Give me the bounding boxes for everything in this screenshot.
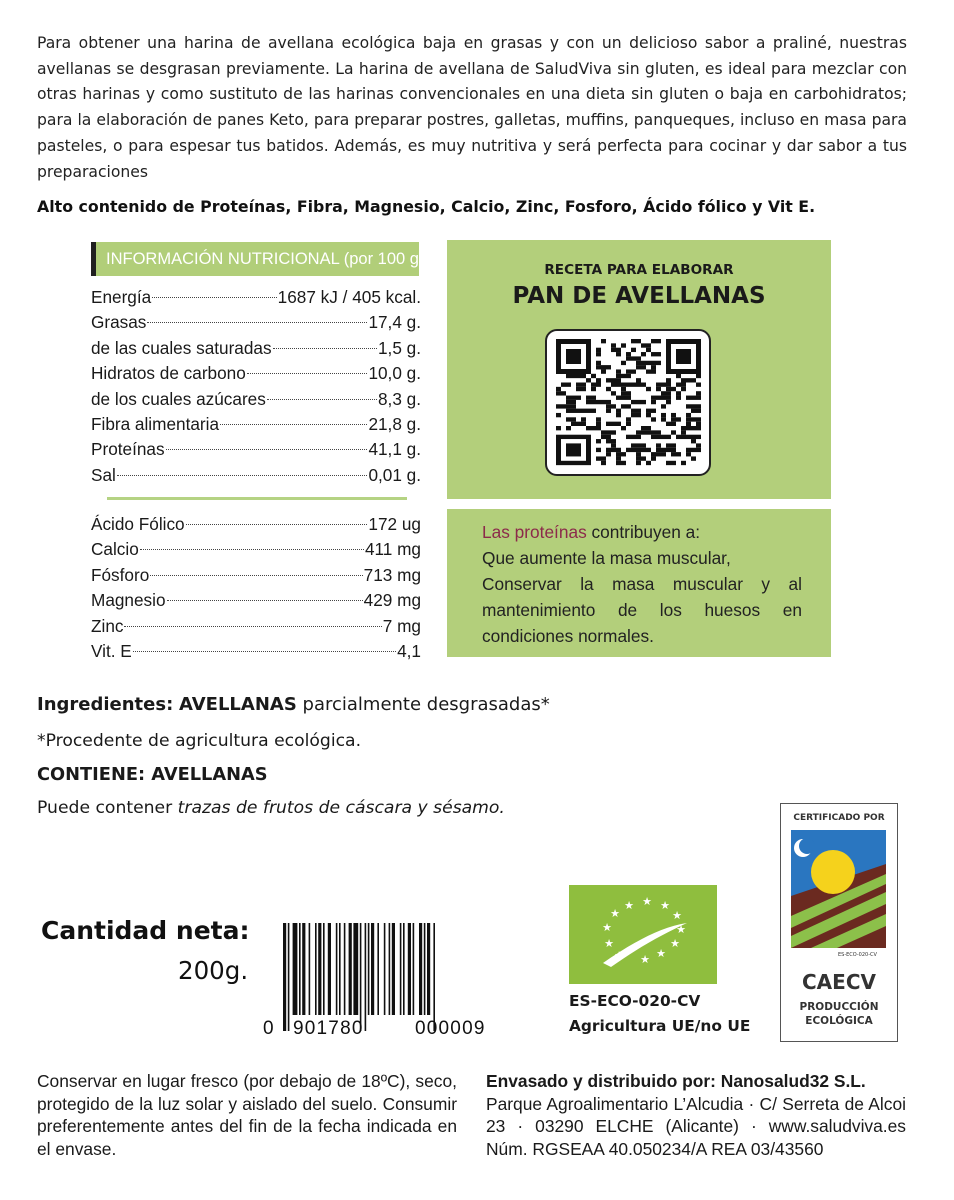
- qr-code-icon[interactable]: [547, 331, 709, 474]
- nutrient-value: 4,1: [397, 640, 421, 661]
- qr-code-frame[interactable]: [545, 329, 711, 476]
- caecv-certified: CERTIFICADO POR: [793, 813, 885, 823]
- distributor-label: Envasado y distribuido por: Nanosalud32 S.L.: [486, 1071, 866, 1091]
- caecv-production: [780, 1000, 898, 1028]
- distributor-address: Parque Agroalimentario L’Alcudia · C/ Serreta de Alcoi 23 · 03290 ELCHE (Alicante) · www.saludviva.es Núm. RGSEAA 40.050234/A REA 03/43560: [486, 1093, 906, 1159]
- caecv-name: CAECV: [802, 970, 876, 994]
- nutrient-value: 17,4 g.: [368, 312, 421, 333]
- distributor-info: [486, 1070, 906, 1160]
- svg-text:★: ★: [660, 899, 670, 912]
- product-description: Para obtener una harina de avellana ecológica baja en grasas y con un delicioso sabor a praliné, nuestras avellanas se desgrasan previamente. La harina de avellana de SaludViva sin gluten, es ideal para mezclar con otras harinas y como sustituto de las harinas convencionales en una dieta sin gluten o baja en carbohidratos; para la elaboración de panes Keto, para preparar postres, galletas, muffins, panqueques, incluso en masa para pasteles, o para espesar tus batidos. Además, es muy nutritiva y será perfecta para cocinar y dar sabor a tus preparaciones: [37, 34, 907, 181]
- nutrition-row: [91, 463, 421, 488]
- nutrient-value: 411 mg: [364, 539, 421, 560]
- nutrient-label: Fibra alimentaria: [91, 413, 219, 434]
- nutrient-label: Grasas: [91, 312, 147, 333]
- nutrient-label: de los cuales azúcares: [91, 388, 266, 409]
- nutrient-label: Zinc: [91, 615, 124, 636]
- barcode-digit-group: 0: [263, 1018, 274, 1039]
- svg-text:★: ★: [604, 937, 614, 950]
- nutrition-row: [91, 387, 421, 412]
- nutrition-row: [91, 285, 421, 310]
- nutrition-row: [91, 639, 421, 664]
- eu-organic-logo: [569, 885, 717, 984]
- traces-italic: trazas de frutos de cáscara y sésamo.: [177, 798, 505, 818]
- ingredients-label: Ingredientes:: [37, 694, 174, 715]
- proteins-line: Que aumente la masa muscular,: [482, 548, 731, 568]
- nutrition-divider: [107, 497, 407, 500]
- nutrient-value: 8,3 g.: [377, 388, 421, 409]
- barcode: [259, 917, 509, 1044]
- nutrient-label: de las cuales saturadas: [91, 337, 272, 358]
- net-quantity-value: 200g.: [178, 956, 249, 985]
- nutrition-row: [91, 437, 421, 462]
- nutrition-row: [91, 336, 421, 361]
- nutrient-value: 713 mg: [363, 564, 421, 585]
- svg-text:★: ★: [624, 899, 634, 912]
- nutrition-row: [91, 512, 421, 537]
- nutrient-value: 10,0 g.: [368, 363, 421, 384]
- svg-text:★: ★: [670, 937, 680, 950]
- ingredients-main: AVELLANAS: [179, 694, 297, 715]
- nutrition-list-main: [91, 285, 421, 488]
- nutrient-highlight: Alto contenido de Proteínas, Fibra, Magnesio, Calcio, Zinc, Fosforo, Ácido fólico y Vit E.: [37, 197, 816, 216]
- allergen-contains: CONTIENE: AVELLANAS: [37, 764, 268, 785]
- nutrition-list-minerals: [91, 512, 421, 664]
- eu-leaf-icon: [569, 885, 717, 984]
- nutrient-label: Hidratos de carbono: [91, 363, 246, 384]
- nutrient-value: 429 mg: [363, 590, 421, 611]
- svg-text:★: ★: [642, 895, 652, 908]
- nutrition-row: [91, 412, 421, 437]
- nutrient-value: 172 ug: [368, 514, 421, 534]
- nutrient-value: 7 mg: [382, 615, 421, 636]
- nutrition-row: [91, 361, 421, 386]
- caecv-small-code: ES-ECO-020-CV: [838, 952, 877, 958]
- nutrient-value: 0,01 g.: [368, 464, 421, 485]
- svg-text:★: ★: [602, 921, 612, 934]
- net-quantity-label: Cantidad neta:: [41, 916, 250, 945]
- caecv-production-line: ECOLÓGICA: [805, 1015, 873, 1027]
- svg-text:★: ★: [640, 953, 650, 966]
- nutrient-value: 41,1 g.: [368, 439, 421, 460]
- nutrient-label: Calcio: [91, 539, 139, 560]
- nutrient-label: Vit. E: [91, 640, 132, 661]
- svg-text:★: ★: [656, 947, 666, 960]
- ingredients-rest: parcialmente desgrasadas*: [296, 694, 550, 715]
- nutrient-label: Energía: [91, 287, 152, 307]
- nutrient-value: 1687 kJ / 405 kcal.: [277, 287, 421, 307]
- nutrition-header: INFORMACIÓN NUTRICIONAL (por 100 g): [91, 242, 419, 276]
- allergen-traces: [37, 798, 505, 818]
- nutrition-row: [91, 537, 421, 562]
- proteins-intro: contribuyen a:: [586, 522, 701, 542]
- recipe-title: PAN DE AVELLANAS: [512, 283, 766, 309]
- proteins-claim: [482, 519, 802, 649]
- nutrition-row: [91, 310, 421, 335]
- recipe-subtitle: RECETA PARA ELABORAR: [544, 262, 734, 278]
- traces-prefix: Puede contener: [37, 798, 178, 818]
- caecv-production-line: PRODUCCIÓN: [799, 1001, 879, 1013]
- proteins-highlight: Las proteínas: [482, 522, 587, 542]
- nutrient-value: 1,5 g.: [377, 337, 421, 358]
- nutrient-label: Ácido Fólico: [91, 514, 185, 534]
- nutrition-row: [91, 588, 421, 613]
- nutrition-row: [91, 563, 421, 588]
- svg-text:★: ★: [676, 923, 686, 936]
- svg-text:★: ★: [610, 907, 620, 920]
- nutrition-row: [91, 614, 421, 639]
- eco-code: ES-ECO-020-CV: [569, 992, 701, 1010]
- svg-text:★: ★: [672, 909, 682, 922]
- eco-origin: Agricultura UE/no UE: [569, 1017, 751, 1035]
- organic-note: *Procedente de agricultura ecológica.: [37, 731, 362, 751]
- storage-instructions: Conservar en lugar fresco (por debajo de 18ºC), seco, protegido de la luz solar y aislado del suelo. Consumir preferentemente antes del fin de la fecha indicada en el envase.: [37, 1071, 457, 1159]
- proteins-line: Conservar la masa muscular y al mantenimiento de los huesos en condiciones normales.: [482, 574, 802, 646]
- ingredients: [37, 694, 550, 715]
- nutrient-label: Fósforo: [91, 564, 150, 585]
- barcode-digit-group: 901780: [293, 1018, 364, 1039]
- barcode-digit-group: 000009: [415, 1018, 486, 1039]
- nutrient-value: 21,8 g.: [368, 413, 421, 434]
- nutrient-label: Sal: [91, 464, 116, 485]
- nutrient-label: Proteínas: [91, 439, 165, 460]
- nutrient-label: Magnesio: [91, 590, 166, 611]
